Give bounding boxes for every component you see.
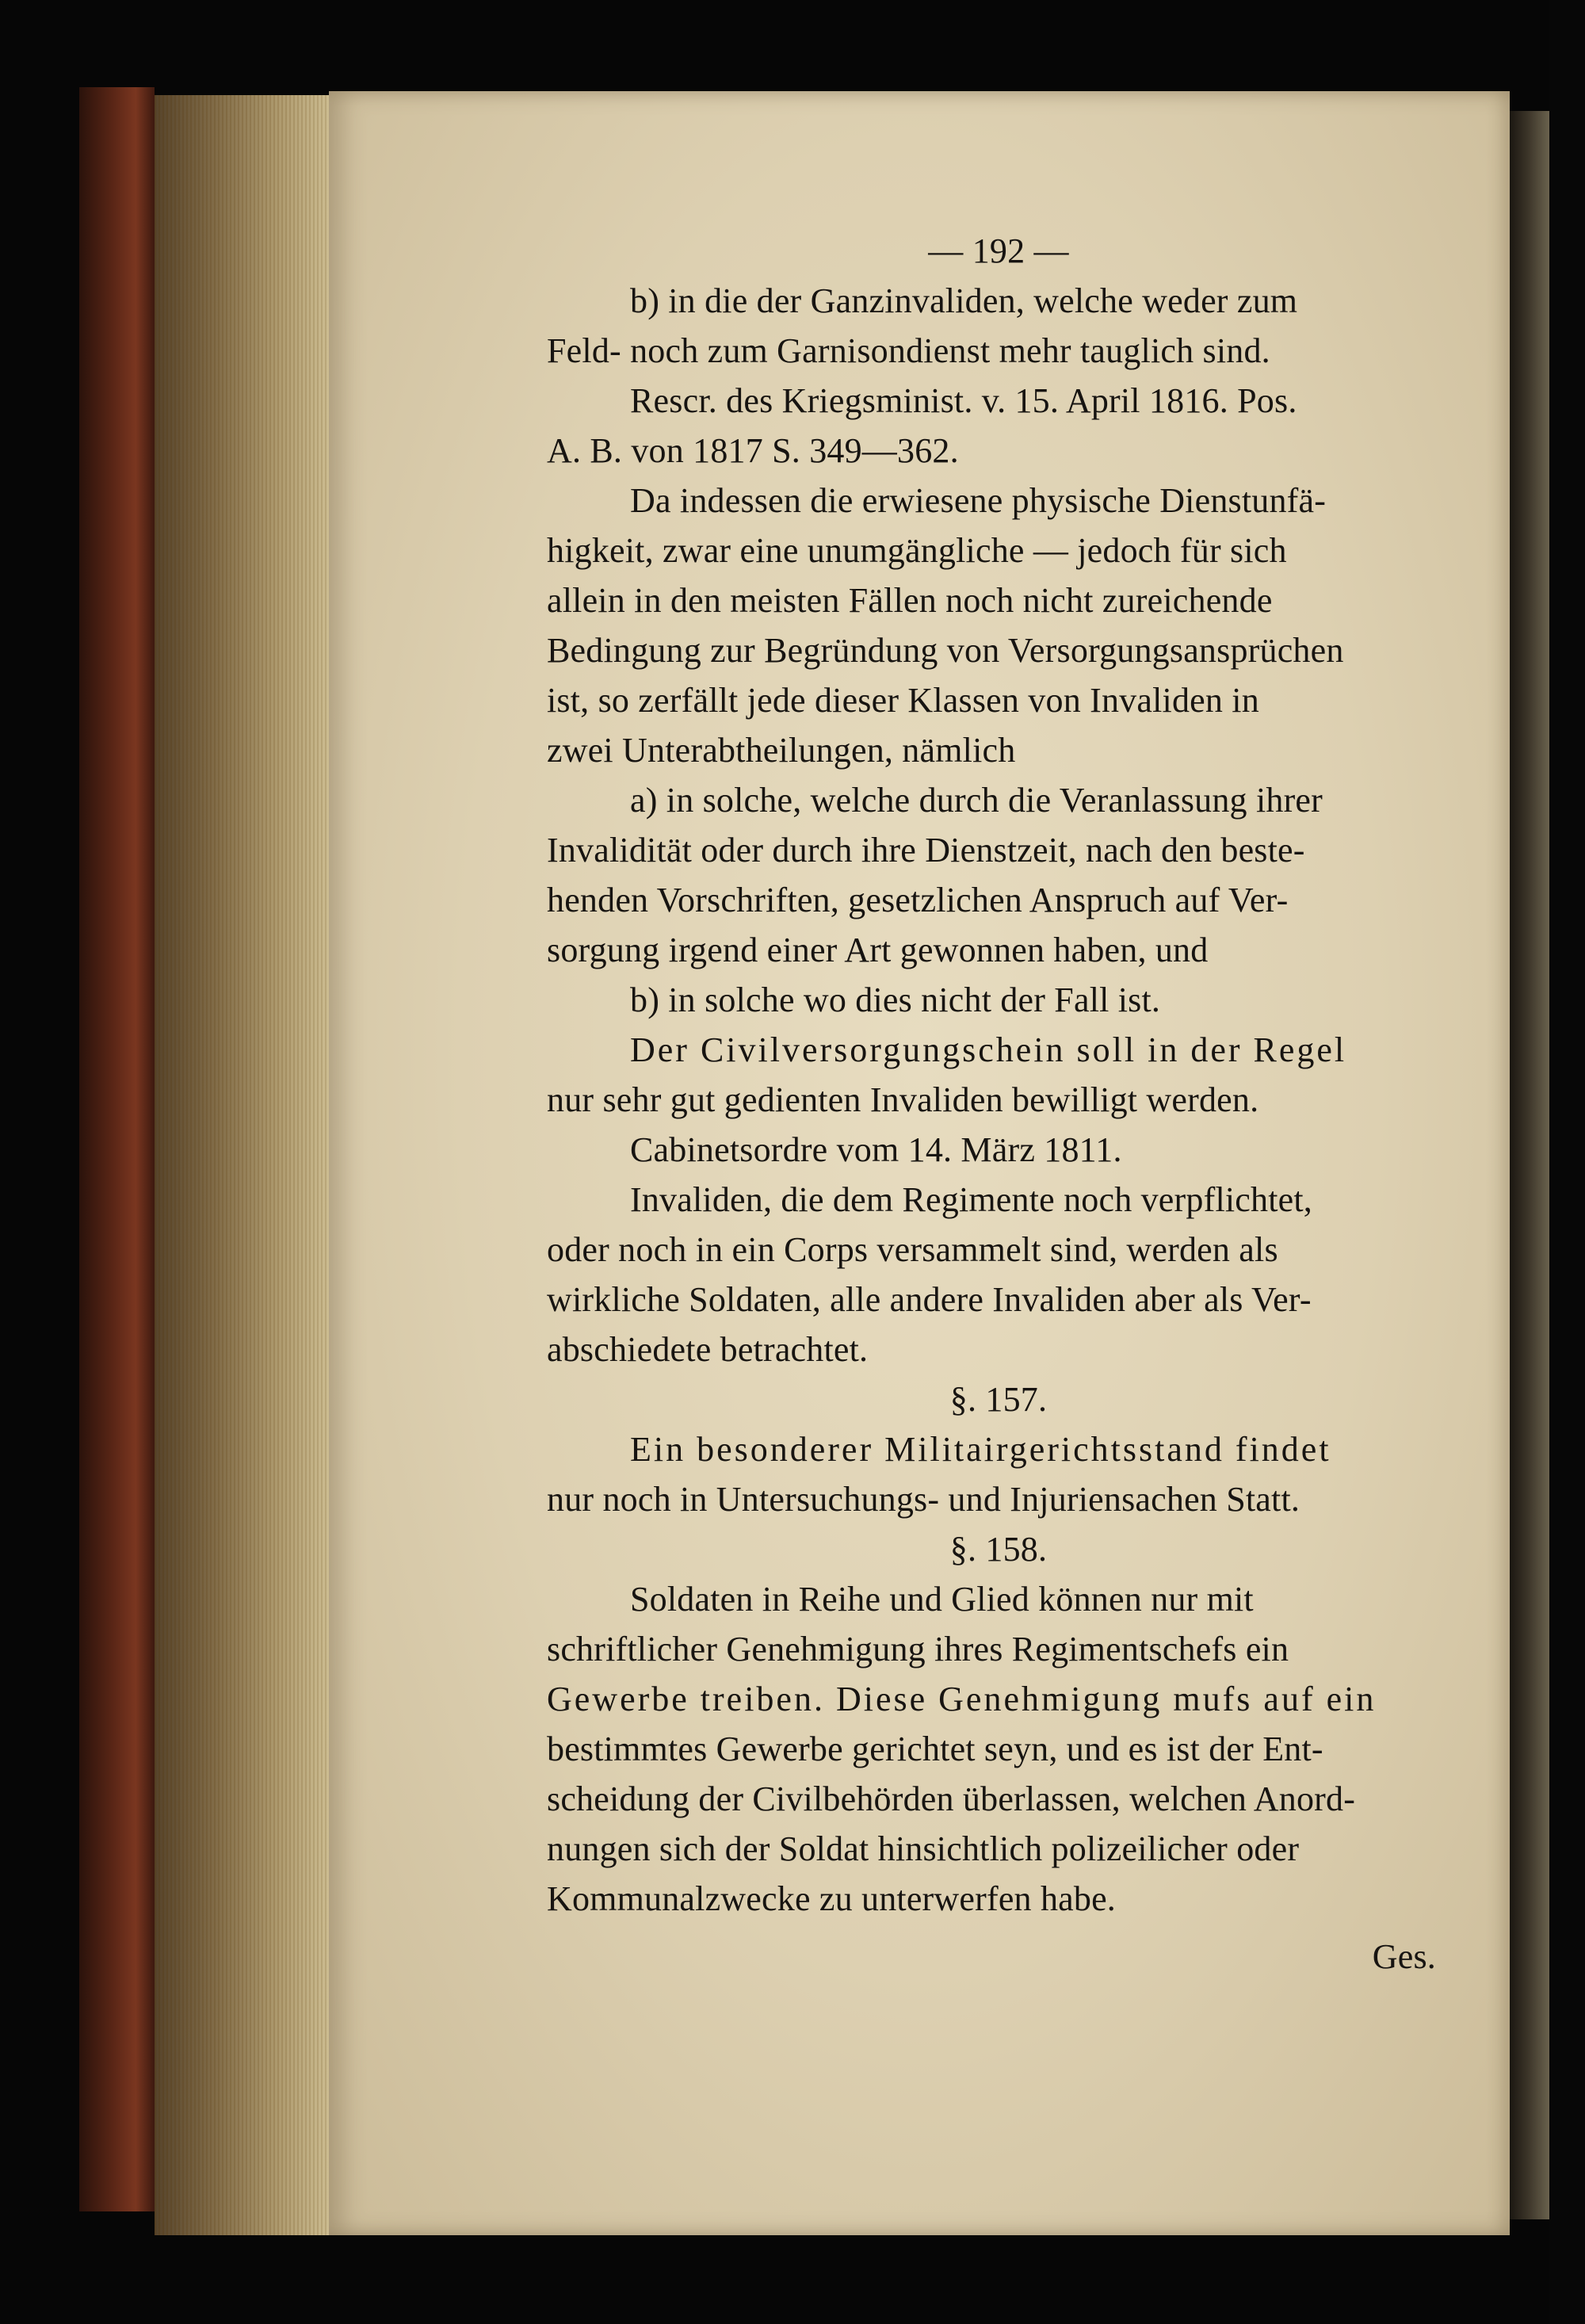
text-line: b) in solche wo dies nicht der Fall ist.: [630, 980, 1161, 1019]
text-line: abschiedete betrachtet.: [547, 1330, 869, 1369]
text-line: Ein besonderer Militairgerichtsstand findet: [630, 1430, 1331, 1469]
text-line: Da indessen die erwiesene physische Dienstunfä-: [630, 481, 1327, 520]
section-heading: §. 158.: [949, 1530, 1048, 1569]
text-line: nur sehr gut gedienten Invaliden bewilligt werden.: [547, 1080, 1259, 1119]
text-line: Rescr. des Kriegsminist. v. 15. April 1816. Pos.: [630, 381, 1297, 420]
text-line: Bedingung zur Begründung von Versorgungsansprüchen: [547, 631, 1344, 670]
page-stack-right: [1510, 111, 1549, 2219]
page-text: [547, 226, 1450, 1982]
page-header: — 192 —: [928, 231, 1069, 270]
text-line: henden Vorschriften, gesetzlichen Anspruch auf Ver-: [547, 881, 1289, 919]
page-stack-left: [155, 95, 329, 2235]
text-line: A. B. von 1817 S. 349—362.: [547, 431, 959, 470]
text-line: sorgung irgend einer Art gewonnen haben, und: [547, 931, 1209, 969]
text-line: Kommunalzwecke zu unterwerfen habe.: [547, 1879, 1117, 1918]
text-line: b) in die der Ganzinvaliden, welche weder zum: [630, 281, 1298, 320]
text-line: allein in den meisten Fällen noch nicht zureichende: [547, 581, 1273, 620]
text-line: oder noch in ein Corps versammelt sind, werden als: [547, 1230, 1278, 1269]
text-line: schriftlicher Genehmigung ihres Regimentschefs ein: [547, 1630, 1289, 1668]
catchword: Ges.: [1372, 1937, 1436, 1976]
text-line: ist, so zerfällt jede dieser Klassen von Invaliden in: [547, 681, 1259, 720]
text-line: Cabinetsordre vom 14. März 1811.: [630, 1130, 1122, 1169]
text-line: wirkliche Soldaten, alle andere Invaliden aber als Ver-: [547, 1280, 1312, 1319]
text-line: Gewerbe treiben. Diese Genehmigung mufs auf ein: [547, 1680, 1377, 1718]
section-heading: §. 157.: [949, 1380, 1048, 1419]
text-line: Invalidität oder durch ihre Dienstzeit, nach den beste-: [547, 831, 1305, 870]
text-line: nungen sich der Soldat hinsichtlich polizeilicher oder: [547, 1829, 1300, 1868]
text-line: Soldaten in Reihe und Glied können nur mit: [630, 1580, 1254, 1619]
text-line: a) in solche, welche durch die Veranlassung ihrer: [630, 781, 1323, 820]
text-line: bestimmtes Gewerbe gerichtet seyn, und es ist der Ent-: [547, 1730, 1323, 1768]
text-line: higkeit, zwar eine unumgängliche — jedoch für sich: [547, 531, 1287, 570]
text-line: zwei Unterabtheilungen, nämlich: [547, 731, 1016, 770]
text-line: scheidung der Civilbehörden überlassen, welchen Anord-: [547, 1779, 1356, 1818]
text-line: Invaliden, die dem Regimente noch verpflichtet,: [630, 1180, 1312, 1219]
text-line: Feld- noch zum Garnisondienst mehr tauglich sind.: [547, 331, 1270, 370]
background-right: [1549, 0, 1585, 2324]
text-line: nur noch in Untersuchungs- und Injuriensachen Statt.: [547, 1480, 1300, 1519]
book-cover-left: [79, 87, 155, 2211]
text-line: Der Civilversorgungschein soll in der Regel: [630, 1030, 1347, 1069]
